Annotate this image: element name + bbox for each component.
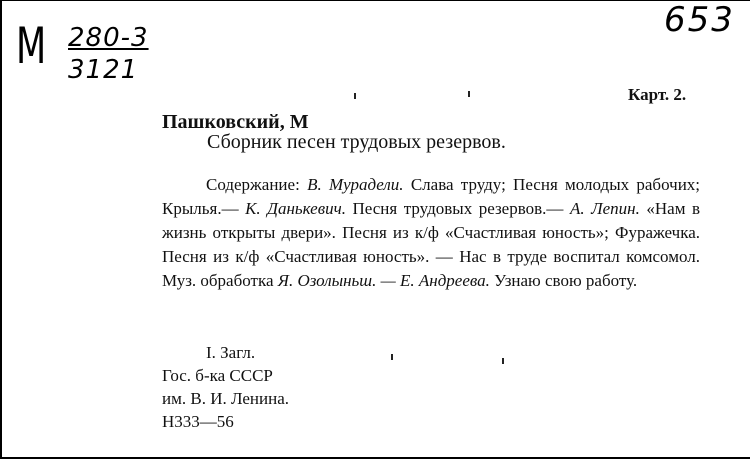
song-titles: Песня трудовых резервов.— — [352, 199, 564, 218]
handwritten-shelf-mark: 280-3 — [68, 23, 149, 53]
composer-name: К. Данькевич. — [245, 199, 346, 218]
composer-name: А. Лепин. — [569, 199, 640, 218]
composer-name: Я. Озолыньш. — Е. Андреева. — [277, 271, 490, 290]
song-titles: Узнаю свою работу. — [494, 271, 638, 290]
handwritten-inventory-number: 3121 — [68, 55, 139, 85]
scan-speck — [391, 354, 393, 360]
card-number: Карт. 2. — [628, 85, 687, 104]
book-title: Сборник песен трудовых резервов. — [207, 131, 506, 153]
handwritten-page-number: 653 — [664, 0, 735, 40]
subject-heading: I. Загл. — [206, 343, 256, 362]
scan-speck — [468, 91, 470, 97]
song-titles: «Нам в жизнь открыты двери». Песня из к/ф «Счастливая юность»; Фуражечка. Песня из к/ф «Счастливая юность». — Нас в труде воспитал комсомол. Муз. обработка — [162, 199, 701, 290]
author: Пашковский, М — [162, 111, 309, 133]
library-name-cont: им. В. И. Ленина. — [162, 389, 290, 408]
composer-name: В. Мурадели. — [307, 175, 404, 194]
scan-speck — [354, 93, 356, 99]
handwritten-shelf-letter: М — [16, 17, 47, 75]
catalog-code: Н333—56 — [162, 412, 234, 431]
contents-label: Содержание: — [206, 175, 300, 194]
song-titles: Слава труду; Песня молодых рабочих; Крылья.— — [162, 175, 701, 218]
scan-speck — [502, 358, 504, 364]
imprint — [162, 341, 289, 433]
library-name: Гос. б-ка СССР — [162, 366, 273, 385]
contents-note — [162, 173, 700, 293]
